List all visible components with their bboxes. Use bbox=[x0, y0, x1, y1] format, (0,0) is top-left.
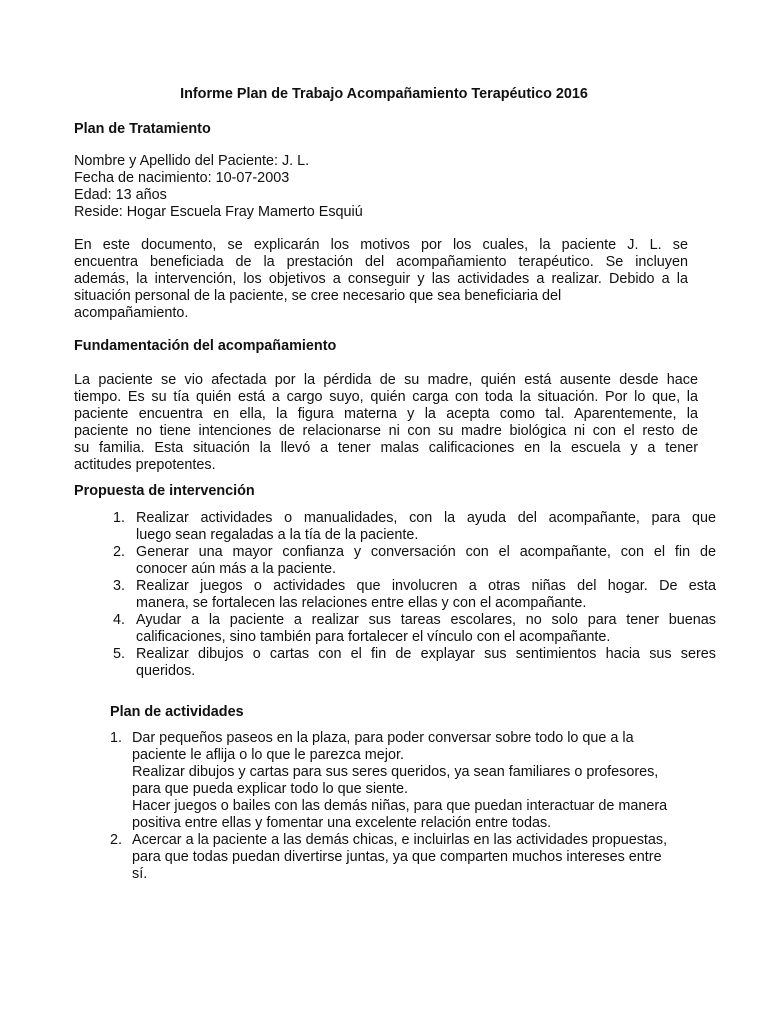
heading-fundamentacion: Fundamentación del acompañamiento bbox=[74, 338, 337, 354]
list-item-line: Dar pequeños paseos en la plaza, para poder conversar sobre todo lo que a la bbox=[132, 730, 634, 746]
list-item-line: Realizar juegos o actividades que involucren a otras niñas del hogar. De esta bbox=[136, 578, 716, 594]
list-item-line: Ayudar a la paciente a realizar sus tareas escolares, no solo para tener buenas bbox=[136, 612, 716, 628]
list-number: 5. bbox=[113, 646, 126, 662]
fundamentacion-line: actitudes prepotentes. bbox=[74, 457, 216, 473]
list-number: 1. bbox=[113, 510, 126, 526]
list-item-line: luego sean regaladas a la tía de la paciente. bbox=[136, 527, 419, 543]
list-item-line: paciente le aflija o lo que le parezca mejor. bbox=[132, 747, 404, 763]
list-item-line: para que pueda explicar todo lo que siente. bbox=[132, 781, 409, 797]
intro-line: En este documento, se explicarán los motivos por los cuales, la paciente J. L. se bbox=[74, 237, 688, 253]
document-title: Informe Plan de Trabajo Acompañamiento Terapéutico 2016 bbox=[180, 86, 588, 102]
list-number: 2. bbox=[110, 832, 123, 848]
intro-line: situación personal de la paciente, se cree necesario que sea beneficiaria del bbox=[74, 288, 562, 304]
fundamentacion-line: paciente encuentra en ella, la figura materna y la acepta como tal. Aparentemente, la bbox=[74, 406, 698, 422]
patient-birthdate-line: Fecha de nacimiento: 10-07-2003 bbox=[74, 170, 290, 186]
fundamentacion-line: su familia. Esta situación la llevó a tener malas calificaciones en la escuela y a tener bbox=[74, 440, 698, 456]
list-item-line: Generar una mayor confianza y conversación con el acompañante, con el fin de bbox=[136, 544, 716, 560]
list-item-line: Realizar dibujos y cartas para sus seres queridos, ya sean familiares o profesores, bbox=[132, 764, 659, 780]
heading-plan-tratamiento: Plan de Tratamiento bbox=[74, 121, 211, 137]
list-item-line: para que todas puedan divertirse juntas, ya que comparten muchos intereses entre bbox=[132, 849, 662, 865]
list-item-line: Acercar a la paciente a las demás chicas, e incluirlas en las actividades propuestas, bbox=[132, 832, 668, 848]
heading-propuesta: Propuesta de intervención bbox=[74, 483, 255, 499]
list-number: 1. bbox=[110, 730, 123, 746]
patient-age-line: Edad: 13 años bbox=[74, 187, 167, 203]
list-number: 4. bbox=[113, 612, 126, 628]
heading-actividades: Plan de actividades bbox=[110, 704, 244, 720]
list-item-line: queridos. bbox=[136, 663, 196, 679]
fundamentacion-line: La paciente se vio afectada por la pérdida de su madre, quién está ausente desde hace bbox=[74, 372, 698, 388]
intro-line: acompañamiento. bbox=[74, 305, 189, 321]
list-number: 2. bbox=[113, 544, 126, 560]
patient-residence-line: Reside: Hogar Escuela Fray Mamerto Esquiú bbox=[74, 204, 363, 220]
list-item-line: sí. bbox=[132, 866, 148, 882]
list-item-line: manera, se fortalecen las relaciones entre ellas y con el acompañante. bbox=[136, 595, 587, 611]
fundamentacion-line: paciente no tiene intenciones de relacionarse ni con su madre biológica ni con el resto de bbox=[74, 423, 698, 439]
list-item-line: positiva entre ellas y fomentar una excelente relación entre todas. bbox=[132, 815, 552, 831]
intro-line: encuentra beneficiada de la prestación del acompañamiento terapéutico. Se incluyen bbox=[74, 254, 688, 270]
list-number: 3. bbox=[113, 578, 126, 594]
list-item-line: conocer aún más a la paciente. bbox=[136, 561, 336, 577]
patient-name-line: Nombre y Apellido del Paciente: J. L. bbox=[74, 153, 310, 169]
intro-line: además, la intervención, los objetivos a conseguir y las actividades a realizar. Debido a la bbox=[74, 271, 688, 287]
list-item-line: Realizar dibujos o cartas con el fin de explayar sus sentimientos hacia sus seres bbox=[136, 646, 716, 662]
fundamentacion-line: tiempo. Es su tía quién está a cargo suyo, quién carga con toda la situación. Por lo que, la bbox=[74, 389, 698, 405]
list-item-line: calificaciones, sino también para fortalecer el vínculo con el acompañante. bbox=[136, 629, 611, 645]
list-item-line: Realizar actividades o manualidades, con la ayuda del acompañante, para que bbox=[136, 510, 716, 526]
list-item-line: Hacer juegos o bailes con las demás niñas, para que puedan interactuar de manera bbox=[132, 798, 668, 814]
